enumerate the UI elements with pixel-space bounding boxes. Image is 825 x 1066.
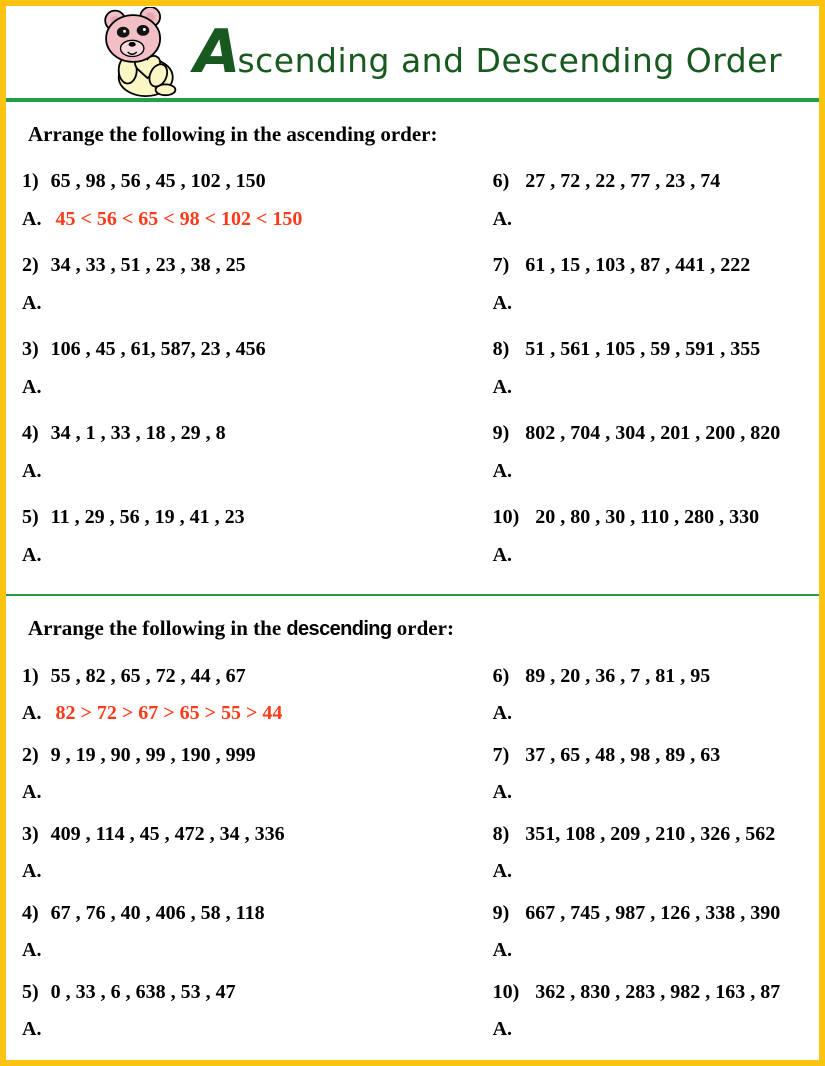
answer-line	[22, 460, 471, 483]
heading-keyword: descending	[286, 618, 392, 641]
problem-asc-2	[22, 254, 471, 315]
answer-line	[493, 781, 809, 804]
question-line	[22, 744, 471, 767]
answer-label: A.	[492, 1018, 513, 1041]
problem-desc-10	[493, 981, 809, 1041]
question-line	[22, 338, 471, 361]
worksheet-header	[6, 6, 819, 102]
question-number: 6)	[492, 170, 510, 193]
answer-label: A.	[22, 460, 42, 483]
problem-asc-5	[22, 506, 471, 567]
question-number: 1)	[22, 665, 39, 688]
answer-label: A.	[492, 939, 513, 962]
descending-columns	[22, 665, 809, 1060]
problem-asc-4	[22, 422, 471, 483]
answer-label: A.	[22, 939, 42, 962]
heading-prefix: Arrange the following in the	[28, 616, 287, 641]
question-sequence: 61 , 15 , 103 , 87 , 441 , 222	[525, 254, 751, 277]
question-number: 4)	[22, 902, 39, 925]
question-sequence: 37 , 65 , 48 , 98 , 89 , 63	[525, 744, 721, 767]
question-sequence: 27 , 72 , 22 , 77 , 23 , 74	[525, 170, 721, 193]
answer-line	[493, 544, 809, 567]
descending-section	[6, 616, 819, 1060]
answer-label: A.	[492, 544, 513, 567]
answer-line	[493, 376, 809, 399]
question-line	[493, 665, 809, 688]
answer-line	[493, 702, 809, 725]
page-title-initial: A	[194, 17, 241, 87]
answer-text: 45 < 56 < 65 < 98 < 102 < 150	[55, 208, 303, 231]
question-line	[22, 823, 471, 846]
question-line	[22, 902, 471, 925]
question-sequence: 89 , 20 , 36 , 7 , 81 , 95	[525, 665, 711, 688]
page-title-rest: scending and Descending Order	[237, 41, 783, 80]
question-number: 7)	[492, 254, 510, 277]
question-sequence: 409 , 114 , 45 , 472 , 34 , 336	[50, 823, 285, 846]
answer-label: A.	[22, 702, 42, 725]
problem-asc-9	[493, 422, 809, 483]
question-sequence: 34 , 33 , 51 , 23 , 38 , 25	[50, 254, 246, 277]
question-number: 5)	[22, 506, 39, 529]
question-number: 2)	[22, 744, 39, 767]
question-number: 8)	[492, 338, 510, 361]
ascending-heading	[28, 122, 809, 146]
heading-suffix: order:	[391, 616, 454, 641]
descending-heading	[28, 616, 809, 641]
problem-desc-2	[22, 744, 471, 804]
question-line	[22, 422, 471, 445]
answer-label: A.	[22, 781, 42, 804]
answer-line	[493, 1018, 809, 1041]
question-line	[22, 254, 471, 277]
answer-label: A.	[492, 860, 513, 883]
problem-desc-3	[22, 823, 471, 883]
answer-label: A.	[492, 702, 513, 725]
problem-asc-6	[493, 170, 809, 231]
question-line	[22, 665, 471, 688]
question-sequence: 9 , 19 , 90 , 99 , 190 , 999	[50, 744, 256, 767]
question-line	[493, 422, 809, 445]
ascending-right-column	[471, 170, 809, 590]
answer-line	[22, 208, 471, 231]
question-sequence: 51 , 561 , 105 , 59 , 591 , 355	[525, 338, 761, 361]
problem-asc-3	[22, 338, 471, 399]
ascending-left-column	[22, 170, 471, 590]
heading-keyword: ascending	[286, 122, 376, 146]
descending-left-column	[22, 665, 471, 1060]
question-sequence: 67 , 76 , 40 , 406 , 58 , 118	[50, 902, 265, 925]
question-number: 10)	[492, 981, 520, 1004]
answer-label: A.	[492, 781, 513, 804]
answer-label: A.	[492, 208, 513, 231]
question-number: 2)	[22, 254, 39, 277]
answer-label: A.	[22, 1018, 42, 1041]
question-sequence: 362 , 830 , 283 , 982 , 163 , 87	[535, 981, 781, 1004]
problem-asc-1	[22, 170, 471, 231]
answer-label: A.	[22, 860, 42, 883]
answer-line	[22, 781, 471, 804]
question-line	[493, 981, 809, 1004]
question-sequence: 802 , 704 , 304 , 201 , 200 , 820	[525, 422, 781, 445]
question-line	[493, 254, 809, 277]
question-number: 8)	[492, 823, 510, 846]
answer-line	[22, 860, 471, 883]
answer-label: A.	[22, 544, 42, 567]
problem-desc-8	[493, 823, 809, 883]
page-title	[194, 17, 782, 87]
question-number: 3)	[22, 823, 39, 846]
question-number: 10)	[492, 506, 520, 529]
problem-asc-7	[493, 254, 809, 315]
problem-asc-8	[493, 338, 809, 399]
teddy-bear-icon	[88, 7, 198, 97]
problem-desc-7	[493, 744, 809, 804]
question-line	[493, 338, 809, 361]
answer-line	[22, 1018, 471, 1041]
problem-desc-5	[22, 981, 471, 1041]
question-sequence: 106 , 45 , 61, 587, 23 , 456	[50, 338, 266, 361]
descending-right-column	[471, 665, 809, 1060]
answer-label: A.	[22, 292, 42, 315]
heading-prefix: Arrange the following in the	[28, 122, 287, 146]
question-number: 6)	[492, 665, 510, 688]
ascending-columns	[22, 170, 809, 590]
question-sequence: 351, 108 , 209 , 210 , 326 , 562	[525, 823, 776, 846]
question-line	[493, 823, 809, 846]
question-number: 5)	[22, 981, 39, 1004]
problem-desc-6	[493, 665, 809, 725]
question-line	[22, 506, 471, 529]
question-number: 3)	[22, 338, 39, 361]
answer-line	[22, 939, 471, 962]
answer-label: A.	[22, 208, 42, 231]
answer-line	[493, 460, 809, 483]
question-sequence: 20 , 80 , 30 , 110 , 280 , 330	[535, 506, 760, 529]
answer-line	[493, 860, 809, 883]
question-sequence: 11 , 29 , 56 , 19 , 41 , 23	[50, 506, 245, 529]
heading-suffix: order:	[375, 122, 438, 146]
answer-line	[22, 702, 471, 725]
answer-label: A.	[492, 292, 513, 315]
problem-asc-10	[493, 506, 809, 567]
answer-line	[493, 939, 809, 962]
problem-desc-1	[22, 665, 471, 725]
answer-line	[22, 544, 471, 567]
question-number: 7)	[492, 744, 510, 767]
question-sequence: 0 , 33 , 6 , 638 , 53 , 47	[50, 981, 236, 1004]
question-number: 4)	[22, 422, 39, 445]
answer-line	[493, 208, 809, 231]
answer-label: A.	[492, 376, 513, 399]
problem-desc-4	[22, 902, 471, 962]
question-sequence: 34 , 1 , 33 , 18 , 29 , 8	[50, 422, 226, 445]
answer-text: 82 > 72 > 67 > 65 > 55 > 44	[55, 702, 283, 725]
question-line	[493, 902, 809, 925]
section-divider	[6, 594, 819, 596]
problem-desc-9	[493, 902, 809, 962]
answer-line	[22, 376, 471, 399]
question-line	[493, 744, 809, 767]
question-number: 9)	[492, 902, 510, 925]
question-number: 1)	[22, 170, 39, 193]
answer-label: A.	[492, 460, 513, 483]
question-line	[493, 170, 809, 193]
question-number: 9)	[492, 422, 510, 445]
question-sequence: 667 , 745 , 987 , 126 , 338 , 390	[525, 902, 781, 925]
question-sequence: 65 , 98 , 56 , 45 , 102 , 150	[50, 170, 266, 193]
question-line	[22, 170, 471, 193]
answer-label: A.	[22, 376, 42, 399]
question-sequence: 55 , 82 , 65 , 72 , 44 , 67	[50, 665, 246, 688]
answer-line	[22, 292, 471, 315]
ascending-section	[6, 122, 819, 590]
question-line	[493, 506, 809, 529]
answer-line	[493, 292, 809, 315]
question-line	[22, 981, 471, 1004]
